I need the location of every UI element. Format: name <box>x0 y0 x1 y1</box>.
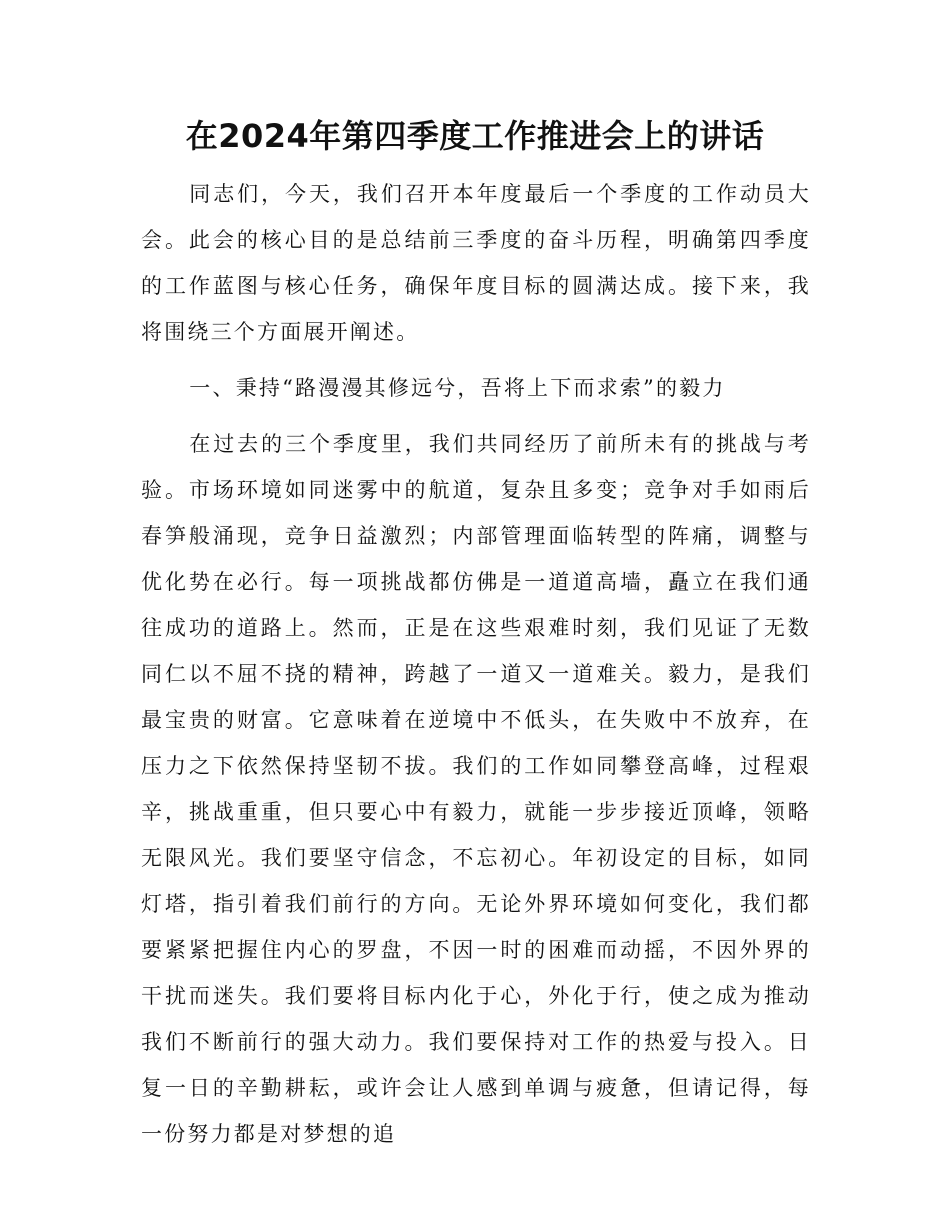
opening-paragraph: 同志们，今天，我们召开本年度最后一个季度的工作动员大会。此会的核心目的是总结前三季度的奋斗历程，明确第四季度的工作蓝图与核心任务，确保年度目标的圆满达成。接下来，我将围绕三个方面展开阐述。 <box>141 182 811 344</box>
document-title: 在2024年第四季度工作推进会上的讲话 <box>185 117 765 155</box>
document-body <box>141 171 811 1157</box>
section-heading: 一、秉持“路漫漫其修远兮，吾将上下而求索”的毅力 <box>189 376 726 400</box>
body-paragraph: 在过去的三个季度里，我们共同经历了前所未有的挑战与考验。市场环境如同迷雾中的航道，复杂且多变；竞争对手如雨后春笋般涌现，竞争日益激烈；内部管理面临转型的阵痛，调整与优化势在必行。每一项挑战都仿佛是一道道高墙，矗立在我们通往成功的道路上。然而，正是在这些艰难时刻，我们见证了无数同仁以不屈不挠的精神，跨越了一道又一道难关。毅力，是我们最宝贵的财富。它意味着在逆境中不低头，在失败中不放弃，在压力之下依然保持坚韧不拔。我们的工作如同攀登高峰，过程艰辛，挑战重重，但只要心中有毅力，就能一步步接近顶峰，领略无限风光。我们要坚守信念，不忘初心。年初设定的目标，如同灯塔，指引着我们前行的方向。无论外界环境如何变化，我们都要紧紧把握住内心的罗盘，不因一时的困难而动摇，不因外界的干扰而迷失。我们要将目标内化于心，外化于行，使之成为推动我们不断前行的强大动力。我们要保持对工作的热爱与投入。日复一日的辛勤耕耘，或许会让人感到单调与疲惫，但请记得，每一份努力都是对梦想的追 <box>141 432 811 1146</box>
